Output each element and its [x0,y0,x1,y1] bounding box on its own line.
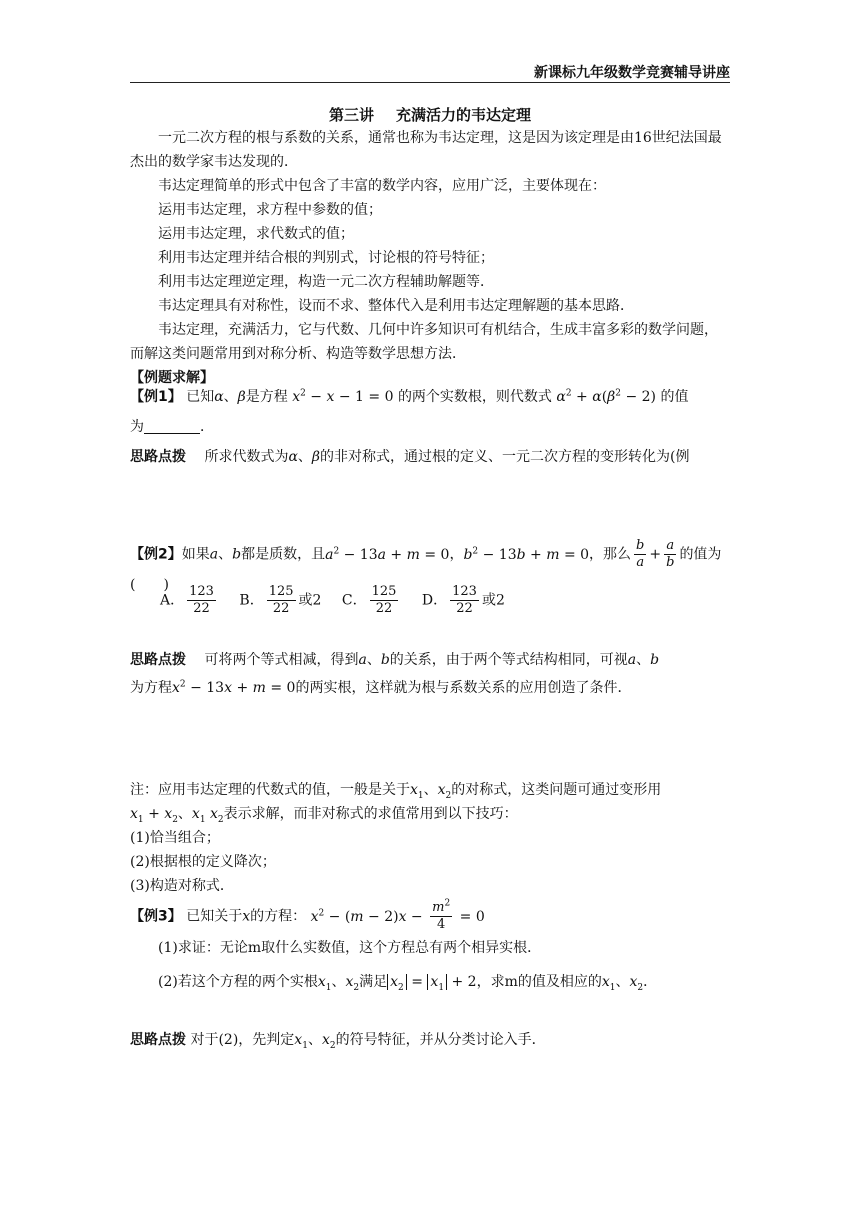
example-3-question: 【例3】 已知关于x的方程： $x^2 - (m - 2)x$ − $\frac{m^2}{4}$ = 0 [130,898,485,932]
example-3-part-1: (1)求证：无论m取什么实数值，这个方程总有两个相异实根． [158,940,542,956]
equation-2a: $a^2 - 13a + m = 0$ [325,545,450,563]
running-header: 新课标九年级数学竞赛辅导讲座 [534,65,730,81]
lecture-title [130,104,730,125]
lecture-number: 第三讲 [328,106,374,124]
option-c: C． $\frac{125}{22}$ [341,584,397,616]
intro-paragraph-1: 一元二次方程的根与系数的关系，通常也称为韦达定理，这是因为该定理是由16世纪法国最杰出的数学家韦达发现的． [130,130,722,170]
example-3 [130,900,730,997]
note-section [130,778,730,898]
example-2-hint: 思路点拨 可将两个等式相减，得到a、b的关系，由于两个等式结构相同，可视a、b 为方程$x^2 - 13x + m = 0$的两实根，这样就为根与系数关系的应用创造了条件． [130,652,660,696]
intro-item-3: 利用韦达定理并结合根的判别式，讨论根的符号特征； [158,250,494,266]
expression-1: $\alpha^2 + \alpha(\beta^2 - 2)$ [556,388,656,405]
intro-paragraph-4: 韦达定理，充满活力，它与代数、几何中许多知识可有机结合，生成丰富多彩的数学问题，而解这类问题常用到对称分析、构造等数学思想方法． [130,322,718,362]
fraction-a-over-b: $\frac{a}{b}$ [666,538,675,570]
note-item-2: (2)根据根的定义降次； [130,854,276,870]
equation-1: $x^2 - x - 1 = 0$ [292,388,394,405]
example-1-question: 【例1】 已知α、β是方程 $x^2 - x - 1 = 0$ 的两个实数根，则代数式 $\alpha^2 + \alpha(\beta^2 - 2)$ 的值 [130,388,689,405]
equation-2b: $b^2 - 13b + m = 0$ [463,545,590,563]
intro-paragraph-2: 韦达定理简单的形式中包含了丰富的数学内容，应用广泛，主要体现在： [158,178,606,194]
intro-section [130,126,730,390]
section-heading: 【例题求解】 [130,370,214,386]
intro-item-2: 运用韦达定理，求代数式的值； [158,226,354,242]
abs-condition: $x_2 = x_1 + 2$ [387,974,476,990]
option-b: B． $\frac{125}{22}$ 或2 [239,584,322,616]
hint-label: 思路点拨 [130,1032,186,1048]
equation-2c: $x^2 - 13x + m = 0$ [172,679,296,696]
fraction-b-over-a: $\frac{b}{a}$ [636,538,645,570]
lecture-name: 充满活力的韦达定理 [396,106,532,124]
intro-item-1: 运用韦达定理，求方程中参数的值； [158,202,382,218]
hint-label: 思路点拨 [130,449,186,465]
note-text: 注：应用韦达定理的代数式的值，一般是关于$x_1$、$x_2$的对称式，这类问题可通过变形用 $x_1 + x_2$、$x_1$ $x_2$表示求解，而非对称式的求值常用到以下技巧： [130,782,662,825]
example-3-label: 【例3】 [130,908,182,925]
hint-label: 思路点拨 [130,652,186,668]
example-3-hint: 思路点拨 对于(2)，先判定$x_1$、$x_2$的符号特征，并从分类讨论入手． [130,1032,546,1051]
answer-blank [144,419,200,434]
example-2-label: 【例2】 [130,546,182,563]
example-1-label: 【例1】 [130,389,182,405]
example-1-answer-line: 为 ． [130,419,214,435]
example-1 [130,382,730,472]
example-3-part-2: (2)若这个方程的两个实根$x_1$、$x_2$满足 $x_2 = x_1 + 2$，求m的值及相应的$x_1$、$x_2$． [158,974,658,993]
header-rule [130,82,730,83]
intro-item-4: 利用韦达定理逆定理，构造一元二次方程辅助解题等． [158,274,494,290]
example-2-question: 【例2】如果a、b都是质数，且$a^2 - 13a + m = 0$，$b^2 - 13b + m = 0$，那么 $\frac{b}{a}$ + $\frac{a}{b}$ 的值为( ) [130,538,722,593]
note-item-3: (3)构造对称式． [130,878,234,894]
option-d: D． $\frac{123}{22}$ 或2 [421,584,505,616]
example-2-options [160,584,521,617]
intro-paragraph-3: 韦达定理具有对称性，设而不求、整体代入是利用韦达定理解题的基本思路． [158,298,634,314]
option-a: A． $\frac{123}{22}$ [160,584,214,616]
equation-3: $x^2 - (m - 2)x$ − $\frac{m^2}{4}$ = 0 [310,898,485,932]
example-1-hint: 思路点拨 所求代数式为α、β的非对称式，通过根的定义、一元二次方程的变形转化为(例 [130,449,690,465]
note-item-1: (1)恰当组合； [130,830,220,846]
sum-and-product: $x_1 + x_2$、$x_1$ $x_2$ [130,806,224,825]
